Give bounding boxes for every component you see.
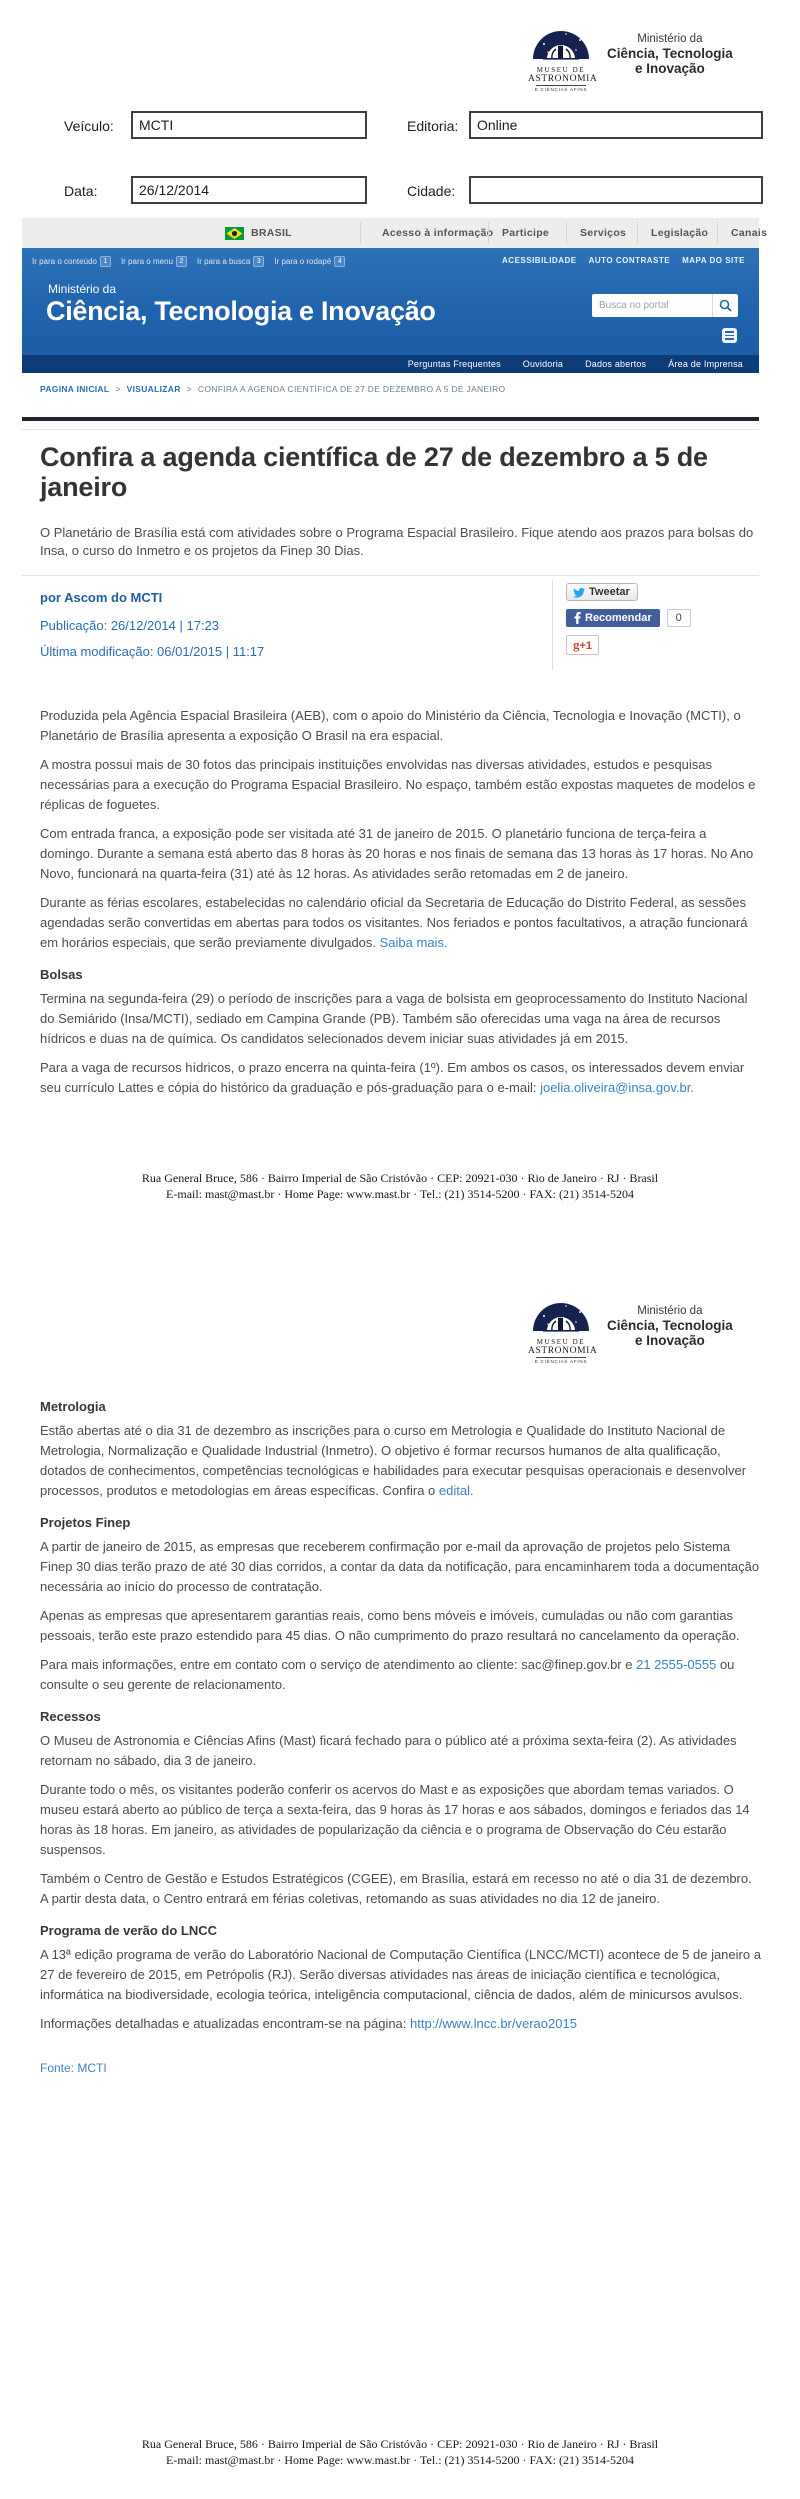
title-rule-light — [22, 429, 759, 430]
breadcrumb-separator: > — [115, 384, 121, 394]
gplus-icon: g — [573, 637, 580, 652]
portal-ministry-title: Ciência, Tecnologia e Inovação — [46, 296, 436, 326]
museum-name-line1: MUSEU DE — [536, 66, 586, 74]
data-field[interactable] — [131, 176, 367, 204]
museum-name-line1: MUSEU DE — [536, 1338, 586, 1346]
paragraph-text: Durante as férias escolares, estabelecidas no calendário oficial da Secretaria de Educação do Distrito Federal, as sessões agendadas serão convertidas em abertas para todos os visitantes. Nos feriados e pontos facultativos, a atração funcionará em horários especiais, que serão previamente divulgados. — [40, 895, 748, 950]
paragraph-text: A mostra possui mais de 30 fotos das principais instituições envolvidas nas diversas atividades, estudos e pesquisas necessárias para a execução do Programa Espacial Brasileiro. No espaço, também estão expostas maquetes de modelos e réplicas de foguetes. — [40, 757, 756, 812]
article-paragraph — [40, 755, 762, 815]
title-rule-dark — [22, 417, 759, 421]
paragraph-text: Para a vaga de recursos hídricos, o prazo encerra na quinta-feira (1º). Em ambos os casos, os interessados devem enviar seu currículo Lattes e cópia do histórico da graduação e pós-graduação para o e-mail: — [40, 1060, 745, 1095]
govbar-link-label: Serviços — [580, 227, 627, 239]
govbar-separator — [637, 222, 638, 244]
paragraph-text: A 13ª edição programa de verão do Laboratório Nacional de Computação Científica (LNCC/MCTI) acontece de 5 de janeiro a 27 de fevereiro de 2015, em Petrópolis (RJ). Serão diversas atividades nas áreas de iniciação científica e tecnológica, informática na biodiversidade, ecologia teórica, inteligência computacional, ciência de dados, além de minicursos avulsos. — [40, 1947, 761, 2002]
nav-link-dados-abertos[interactable]: Dados abertos — [585, 359, 647, 369]
museum-name-line2: ASTRONOMIA — [528, 74, 598, 84]
skip-link-label: Ir para o rodapé — [274, 257, 332, 266]
footer-address-line: Rua General Bruce, 586 · Bairro Imperial de São Cristóvão · CEP: 20921-030 · Rio de Janeiro · RJ · Brasil — [141, 2437, 659, 2451]
editoria-field[interactable] — [469, 111, 763, 139]
govbar-separator — [717, 222, 718, 244]
byline-vertical-divider — [552, 580, 553, 670]
data-label: Data: — [64, 183, 98, 199]
inline-link[interactable]: Saiba mais. — [379, 935, 448, 950]
article-paragraph — [40, 1945, 762, 2005]
tweet-button[interactable] — [566, 583, 638, 601]
skip-link-number: 2 — [176, 256, 187, 267]
mast-logo — [528, 1290, 598, 1364]
section-heading: Metrologia — [40, 1399, 106, 1414]
govbar-link-label: Canais — [731, 227, 768, 239]
paragraph-text: O Museu de Astronomia e Ciências Afins (Mast) ficará fechado para o público até a próxima sexta-feira (2). As atividades retornam no sábado, dia 3 de janeiro. — [40, 1733, 737, 1768]
ministry-line1: Ministério da — [637, 33, 703, 45]
nav-link-area-de-imprensa[interactable]: Área de Imprensa — [668, 359, 743, 369]
skip-link-number: 3 — [253, 256, 264, 267]
search-input[interactable] — [592, 294, 719, 317]
museum-name-line3: E CIÊNCIAS AFINS — [534, 87, 588, 92]
skip-link-menu[interactable] — [121, 256, 187, 267]
page2-footer — [0, 2436, 800, 2468]
ministry-line2: Ciência, Tecnologia — [607, 46, 733, 61]
ministry-wordmark — [607, 1304, 733, 1348]
ministry-line2: Ciência, Tecnologia — [607, 1318, 733, 1333]
govbar-separator — [566, 222, 567, 244]
skip-link-rodape[interactable] — [274, 256, 345, 267]
gov-top-bar — [22, 218, 768, 249]
skip-link-conteudo[interactable] — [32, 256, 111, 267]
section-heading: Recessos — [40, 1709, 101, 1724]
twitter-bird-icon — [572, 587, 585, 598]
article-paragraph — [40, 824, 762, 884]
skip-link-busca[interactable] — [197, 256, 264, 267]
article-paragraph — [40, 706, 762, 746]
inline-link[interactable]: edital. — [438, 1483, 474, 1498]
breadcrumb — [40, 384, 505, 394]
article-paragraph — [40, 2058, 762, 2078]
ministry-line3: e Inovação — [635, 1333, 705, 1348]
google-plus-one-button[interactable] — [566, 635, 599, 655]
paragraph-text: Para mais informações, entre em contato com o serviço de atendimento ao cliente: sac@finep.gov.br e — [40, 1657, 637, 1672]
article-paragraph — [40, 893, 762, 953]
facebook-recommend-row — [566, 609, 691, 627]
museum-name-line2: ASTRONOMIA — [528, 1346, 598, 1356]
paragraph-text: Produzida pela Agência Espacial Brasileira (AEB), com o apoio do Ministério da Ciência, Tecnologia e Inovação (MCTI), o Planetário de Brasília apresenta a exposição O Brasil na era espacial. — [40, 708, 741, 743]
mast-letterhead — [528, 1290, 733, 1364]
skip-links — [32, 256, 345, 267]
facebook-recommend-button[interactable] — [566, 609, 660, 627]
cidade-field[interactable] — [469, 176, 763, 204]
govbar-link-participe[interactable] — [502, 218, 549, 248]
paragraph-text: Estão abertas até o dia 31 de dezembro as inscrições para o curso em Metrologia e Qualidade do Instituto Nacional de Metrologia, Normalização e Qualidade Industrial (Inmetro). O objetivo é formar recursos humanos de alta qualificação, dotados de conhecimentos, competências tecnológicas e habilidades para executar pesquisas operacionais e desenvolver processos, produtos e metodologias em áreas específicas. Confira o — [40, 1423, 747, 1498]
byline-divider — [22, 575, 759, 576]
observatory-dome-icon — [530, 18, 592, 60]
search-button[interactable] — [712, 294, 738, 317]
breadcrumb-separator: > — [186, 384, 192, 394]
section-heading: Projetos Finep — [40, 1515, 131, 1530]
accessibility-links — [502, 256, 745, 265]
mast-letterhead — [528, 18, 733, 92]
paragraph-text: Durante todo o mês, os visitantes poderão conferir os acervos do Mast e as exposições que abordam temas variados. O museu estará aberto ao público de terça a sexta-feira, das 9 horas às 17 horas e aos sábados, domingos e feriados das 14 horas às 18 horas. Em janeiro, as atividades de popularização da ciência e o programa de Observação do Céu estarão suspensos. — [40, 1782, 750, 1857]
footer-address-line: Rua General Bruce, 586 · Bairro Imperial de São Cristóvão · CEP: 20921-030 · Rio de Janeiro · RJ · Brasil — [141, 1171, 659, 1185]
article-title: Confira a agenda científica de 27 de dezembro a 5 de janeiro — [40, 442, 708, 502]
article-paragraph — [40, 1537, 762, 1597]
ministry-line1: Ministério da — [637, 1305, 703, 1317]
nav-link-ouvidoria[interactable]: Ouvidoria — [522, 359, 564, 369]
auto-contraste-link[interactable]: AUTO CONTRASTE — [588, 256, 671, 265]
paragraph-text: Também o Centro de Gestão e Estudos Estratégicos (CGEE), em Brasília, estará em recesso no até o dia 31 de dezembro. A partir desta data, o Centro entrará em férias coletivas, retomando as suas atividades no dia 12 de janeiro. — [40, 1871, 752, 1906]
inline-link[interactable]: 21 2555-0555 — [636, 1657, 717, 1672]
cidade-label: Cidade: — [407, 183, 456, 199]
veiculo-label: Veículo: — [64, 118, 114, 134]
breadcrumb-home[interactable]: PAGINA INICIAL — [40, 384, 110, 394]
breadcrumb-visualizar[interactable]: VISUALIZAR — [126, 384, 181, 394]
skip-link-number: 4 — [334, 256, 345, 267]
search-icon — [719, 299, 732, 312]
veiculo-value: MCTI — [139, 117, 174, 133]
article-published: Publicação: 26/12/2014 | 17:23 — [40, 618, 220, 633]
skip-link-number: 1 — [100, 256, 111, 267]
skip-link-label: Ir para a busca — [196, 257, 251, 266]
govbar-link-legislacao[interactable] — [651, 218, 708, 248]
acesso-informacao-label: Acesso à informação — [382, 227, 494, 239]
acessibilidade-link[interactable]: ACESSIBILIDADE — [502, 256, 577, 265]
ministry-wordmark — [607, 32, 733, 76]
page1-footer — [0, 1170, 800, 1202]
footer-contact-line: E-mail: mast@mast.br · Home Page: www.mast.br · Tel.: (21) 3514-5200 · FAX: (21) 3514-5204 — [166, 1187, 634, 1201]
acesso-informacao-link[interactable] — [382, 218, 493, 248]
ministry-line3: e Inovação — [635, 61, 705, 76]
article-paragraph — [40, 2014, 762, 2034]
observatory-dome-icon — [530, 1290, 592, 1332]
data-value: 26/12/2014 — [139, 182, 210, 198]
paragraph-text: A partir de janeiro de 2015, as empresas que receberem confirmação por e-mail da aprovação de projetos pelo Sistema Finep 30 dias terão prazo de até 30 dias corridos, a contar da data da notificação, para encaminharem toda a documentação necessária ao início do processo de contratação. — [40, 1539, 760, 1594]
paragraph-text: Apenas as empresas que apresentarem garantias reais, como bens móveis e imóveis, cumuladas ou não com garantias pessoais, terão este prazo estendido para 45 dias. O não cumprimento do prazo resultará no cancelamento da operação. — [40, 1608, 740, 1643]
govbar-link-servicos[interactable] — [580, 218, 626, 248]
portal-ministry-small: Ministério da — [48, 282, 117, 296]
article-paragraph — [40, 1869, 762, 1909]
facebook-icon — [574, 612, 581, 624]
govbar-separator — [488, 222, 489, 244]
skip-link-label: Ir para o menu — [120, 257, 173, 266]
govbar-link-label: Participe — [502, 227, 550, 239]
mast-logo — [528, 18, 598, 92]
paragraph-text: Com entrada franca, a exposição pode ser visitada até 31 de janeiro de 2015. O planetário funciona de terça-feira a domingo. Durante a semana está aberto das 8 horas às 20 horas e nos finais de semana das 13 horas às 17 horas. No Ano Novo, funcionará na quarta-feira (31) até às 12 horas. As atividades serão retomadas em 2 de janeiro. — [40, 826, 754, 881]
govbar-link-canais[interactable] — [731, 218, 767, 248]
section-heading: Bolsas — [40, 967, 83, 982]
nav-link-perguntas-frequentes[interactable]: Perguntas Frequentes — [407, 359, 501, 369]
brazil-flag-icon — [225, 227, 244, 240]
breadcrumb-current: CONFIRA A AGENDA CIENTÍFICA DE 27 DE DEZEMBRO A 5 DE JANEIRO — [197, 384, 506, 394]
brasil-brand[interactable] — [225, 218, 292, 248]
article-paragraph — [40, 1655, 762, 1695]
govbar-link-label: Legislação — [651, 227, 709, 239]
article-paragraph — [40, 1421, 762, 1501]
veiculo-field[interactable] — [131, 111, 367, 139]
govbar-separator — [360, 222, 361, 244]
article-modified: Última modificação: 06/01/2015 | 11:17 — [40, 644, 265, 659]
portal-header — [22, 248, 759, 355]
paragraph-text: ou consulte o seu gerente de relacionamento. — [40, 1657, 735, 1692]
footer-contact-line: E-mail: mast@mast.br · Home Page: www.mast.br · Tel.: (21) 3514-5200 · FAX: (21) 3514-5204 — [166, 2453, 634, 2467]
inline-link[interactable]: http://www.lncc.br/verao2015 — [410, 2016, 577, 2031]
inline-link[interactable]: joelia.oliveira@insa.gov.br. — [540, 1080, 694, 1095]
paragraph-text: Termina na segunda-feira (29) o período de inscrições para a vaga de bolsista em geoprocessamento do Instituto Nacional do Semiárido (Insa/MCTI), sediado em Campina Grande (PB). Também são oferecidas uma vaga na área de recursos hídricos e duas na de química. Os candidatos selecionados devem iniciar suas atividades já em 2015. — [40, 991, 748, 1046]
article-body-page2 — [40, 1398, 762, 2087]
facebook-like-count: 0 — [667, 609, 691, 627]
skip-link-label: Ir para o conteúdo — [32, 257, 97, 266]
article-paragraph — [40, 1780, 762, 1860]
editoria-value: Online — [477, 117, 518, 133]
mapa-do-site-link[interactable]: MAPA DO SITE — [682, 256, 745, 265]
article-paragraph — [40, 1058, 762, 1098]
tweet-label: Tweetar — [589, 586, 630, 598]
search-placeholder: Busca no portal — [599, 300, 669, 311]
logo-divider — [536, 1357, 586, 1358]
logo-divider — [536, 85, 586, 86]
article-byline[interactable]: por Ascom do MCTI — [40, 590, 163, 605]
facebook-recommend-label: Recomendar — [585, 612, 652, 624]
article-paragraph — [40, 1731, 762, 1771]
portal-secondary-nav — [22, 355, 759, 373]
paragraph-text: Informações detalhadas e atualizadas encontram-se na página: — [40, 2016, 411, 2031]
editoria-label: Editoria: — [407, 118, 459, 134]
inline-link[interactable]: Fonte: MCTI — [40, 2061, 107, 2075]
article-paragraph — [40, 1606, 762, 1646]
article-body-page1 — [40, 706, 762, 1107]
brasil-label: BRASIL — [251, 227, 292, 239]
museum-name-line3: E CIÊNCIAS AFINS — [534, 1359, 588, 1364]
gplus-label: +1 — [579, 640, 593, 652]
social-widget-icon[interactable] — [722, 328, 737, 343]
article-paragraph — [40, 989, 762, 1049]
article-lead: O Planetário de Brasília está com atividades sobre o Programa Espacial Brasileiro. Fique atendo aos prazos para bolsas do Insa, o curso do Inmetro e os projetos da Finep 30 Dias. — [40, 525, 754, 558]
section-heading: Programa de verão do LNCC — [40, 1923, 217, 1938]
